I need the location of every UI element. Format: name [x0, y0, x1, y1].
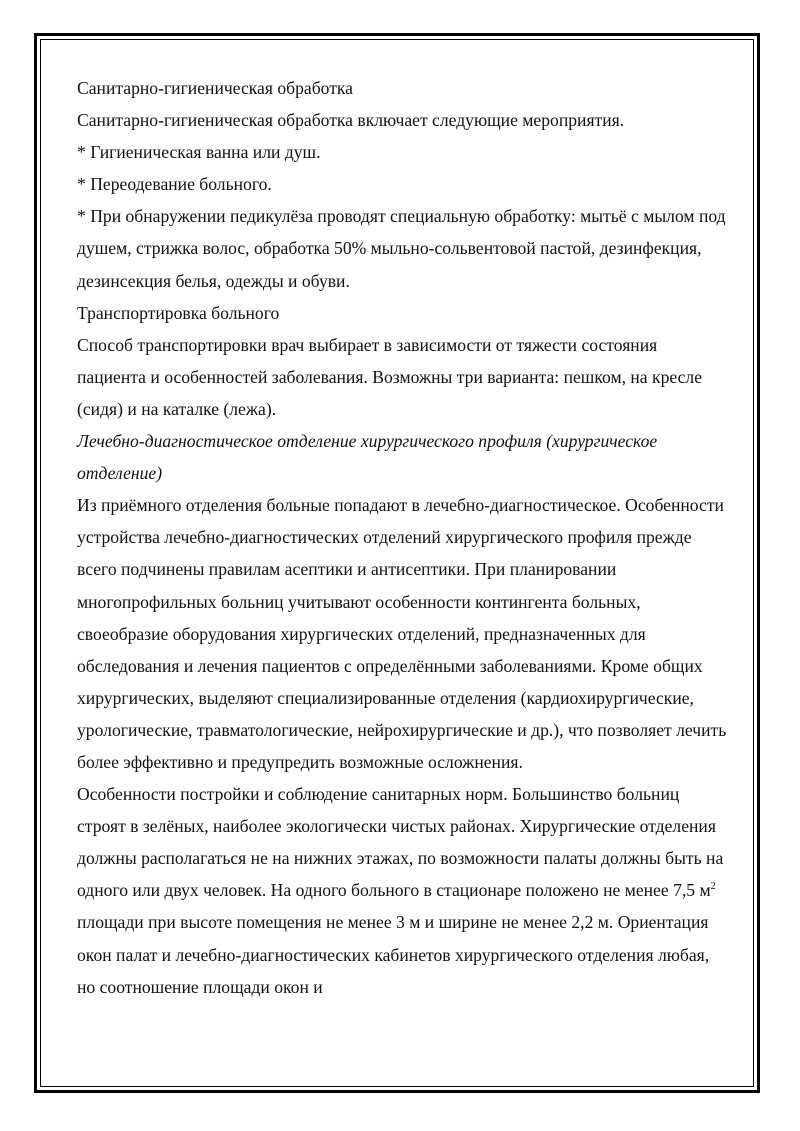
department-paragraph: Из приёмного отделения больные попадают в лечебно-диагностическое. Особенности устройства лечебно-диагностических отделений хирургического профиля прежде всего подчинены правилам асептики и антисептики. При планировании многопрофильных больниц учитывают особенности контингента больных, своеобразие оборудования хирургических отделений, предназначенных для обследования и лечения пациентов с определёнными заболеваниями. Кроме общих хирургических, выделяют специализированные отделения (кардиохирургические, урологические, травматологические, нейрохирургические и др.), что позволяет лечить более эффективно и предупредить возможные осложнения. — [77, 495, 727, 772]
sanitary-intro: Санитарно-гигиеническая обработка включает следующие мероприятия. — [77, 110, 625, 131]
heading-transport: Транспортировка больного — [77, 302, 280, 323]
transport-paragraph: Способ транспортировки врач выбирает в зависимости от тяжести состояния пациента и особенностей заболевания. Возможны три варианта: пешком, на кресле (сидя) и на каталке (лежа). — [77, 334, 703, 419]
heading-department: Лечебно-диагностическое отделение хирургического профиля (хирургическое отделение) — [77, 431, 658, 484]
document-body — [77, 72, 727, 1003]
norms-text-part2: площади при высоте помещения не менее 3 м и ширине не менее 2,2 м. Ориентация окон палат и лечебно-диагностических кабинетов хирургического отделения любая, но соотношение площади окон и — [77, 912, 710, 997]
heading-sanitary: Санитарно-гигиеническая обработка — [77, 78, 353, 98]
norms-superscript: 2 — [710, 881, 716, 893]
norms-text-part1: Особенности постройки и соблюдение санитарных норм. Большинство больниц строят в зелёных, наиболее экологически чистых районах. Хирургические отделения должны располагаться не на нижних этажах, по возможности палаты должны быть на одного или двух человек. На одного больного в стационаре положено не менее 7,5 м — [77, 784, 724, 901]
sanitary-item: * Переодевание больного. — [77, 174, 272, 195]
sanitary-item: * Гигиеническая ванна или душ. — [77, 142, 321, 163]
sanitary-item: * При обнаружении педикулёза проводят специальную обработку: мытьё с мылом под душем, стрижка волос, обработка 50% мыльно-сольвентовой пастой, дезинфекция, дезинсекция белья, одежды и обуви. — [77, 206, 726, 291]
norms-paragraph — [77, 778, 727, 1003]
